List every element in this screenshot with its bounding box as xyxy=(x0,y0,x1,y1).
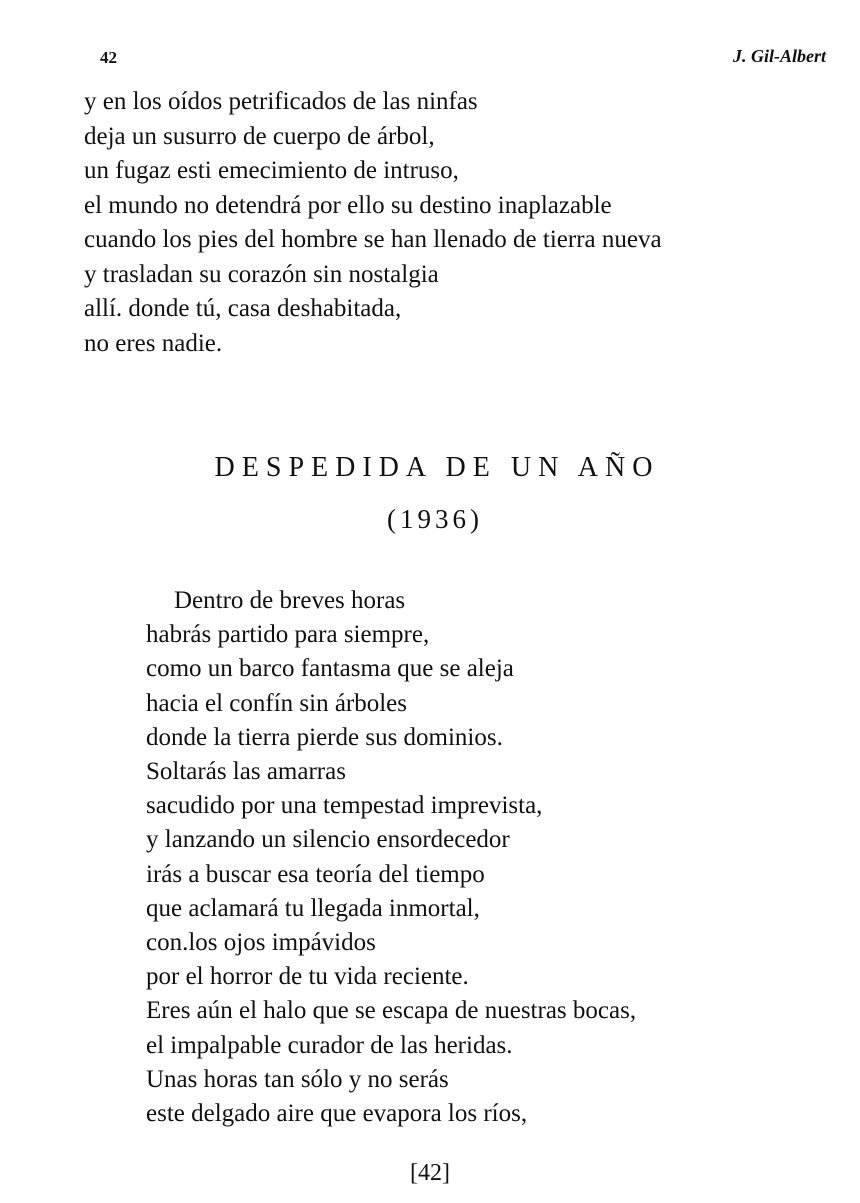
poem-line: deja un susurro de cuerpo de árbol, xyxy=(84,122,435,150)
poem-line: y trasladan su corazón sin nostalgia xyxy=(84,260,439,288)
section-year: (1936) xyxy=(387,504,483,534)
poem-line: un fugaz esti emecimiento de intruso, xyxy=(84,157,459,184)
poem-line: irás a buscar esa teoría del tiempo xyxy=(146,860,485,888)
poem-line: el mundo no detendrá por ello su destino inaplazable xyxy=(84,191,612,219)
poem-line: Unas horas tan sólo y no serás xyxy=(146,1065,449,1093)
poem-line: Eres aún el halo que se escapa de nuestras bocas, xyxy=(146,997,637,1025)
poem-line: habrás partido para siempre, xyxy=(146,621,430,649)
poem-line: y lanzando un silencio ensordecedor xyxy=(146,826,510,854)
poem-line: no eres nadie. xyxy=(84,329,223,357)
poem-line: y en los oídos petrificados de las ninfas xyxy=(84,88,478,115)
poem-line: que aclamará tu llegada inmortal, xyxy=(146,894,480,922)
running-head-author: J. Gil-Albert xyxy=(733,46,826,66)
poem-line: por el horror de tu vida reciente. xyxy=(146,963,469,991)
poem-line: hacia el confín sin árboles xyxy=(146,689,408,717)
poem-line: el impalpable curador de las heridas. xyxy=(146,1031,513,1059)
poem-line: cuando los pies del hombre se han llenado de tierra nueva xyxy=(84,226,662,253)
poem-despedida xyxy=(146,584,826,1131)
poem-line: allí. donde tú, casa deshabitada, xyxy=(84,295,402,322)
poem-line: Dentro de breves horas xyxy=(174,587,406,614)
poem-line: sacudido por una tempestad imprevista, xyxy=(146,792,543,820)
poem-continuation xyxy=(84,85,834,361)
page-number: 42 xyxy=(100,48,117,67)
poem-line: como un barco fantasma que se aleja xyxy=(146,655,514,683)
poem-line: este delgado aire que evapora los ríos, xyxy=(146,1100,528,1128)
page-folio: [42] xyxy=(410,1160,450,1186)
section-title: DESPEDIDA DE UN AÑO xyxy=(214,452,660,483)
poem-line: donde la tierra pierde sus dominios. xyxy=(146,723,503,751)
poem-line: con.los ojos impávidos xyxy=(146,929,376,957)
poem-line: Soltarás las amarras xyxy=(146,758,346,786)
